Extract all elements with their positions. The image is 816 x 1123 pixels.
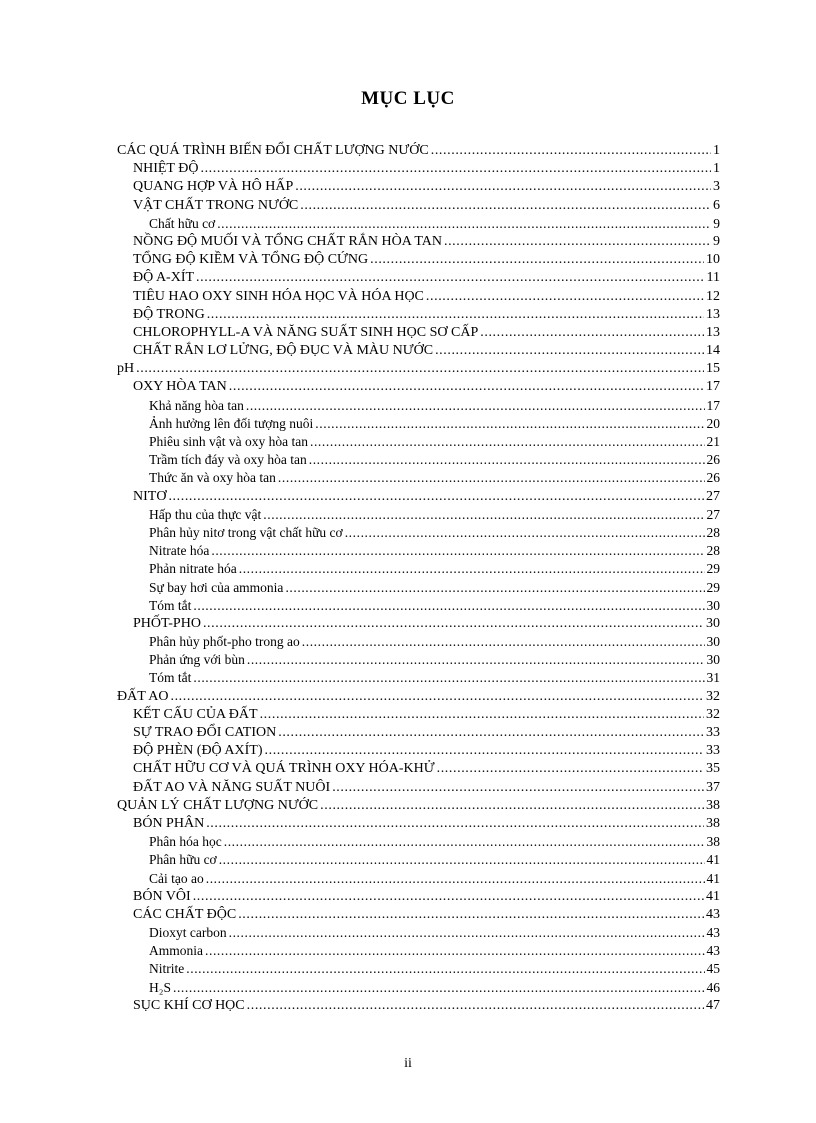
toc-entry-page: 46 — [706, 979, 720, 995]
toc-dot-leader — [205, 942, 705, 960]
toc-dot-leader — [207, 306, 704, 324]
toc-dot-leader — [229, 924, 705, 942]
toc-dot-leader — [196, 269, 704, 287]
toc-dot-leader — [437, 760, 704, 778]
toc-entry-title: pH — [117, 361, 135, 377]
toc-entry-page: 17 — [706, 397, 720, 413]
toc-entry-page: 33 — [706, 725, 720, 740]
toc-entry-title: Phân hủy nitơ trong vật chất hữu cơ — [149, 524, 343, 540]
toc-entry-page: 31 — [706, 670, 720, 686]
toc-entry-page: 6 — [713, 197, 720, 213]
toc-entry-title: Hấp thu của thực vật — [149, 506, 262, 522]
toc-dot-leader — [310, 433, 705, 451]
toc-entry-title: H₂S — [149, 979, 171, 995]
toc-entry-title: ĐẤT AO — [117, 688, 169, 704]
toc-entry-page: 29 — [706, 579, 720, 595]
toc-dot-leader — [332, 779, 704, 797]
toc-entry-page: 30 — [706, 615, 720, 631]
toc-entry-page: 43 — [706, 906, 720, 922]
toc-entry-title: QUẢN LÝ CHẤT LƯỢNG NƯỚC — [117, 797, 319, 813]
toc-entry-page: 28 — [706, 524, 720, 540]
toc-dot-leader — [170, 688, 704, 706]
toc-dot-leader — [217, 215, 711, 233]
toc-dot-leader — [431, 142, 711, 160]
toc-entry-page: 9 — [713, 233, 720, 249]
toc-entry[interactable] — [117, 233, 720, 251]
toc-dot-leader — [444, 233, 711, 251]
toc-entry[interactable] — [117, 924, 720, 942]
toc-entry-title: TIÊU HAO OXY SINH HÓA HỌC VÀ HÓA HỌC — [133, 288, 424, 304]
toc-entry-page: 21 — [706, 434, 720, 449]
toc-entry-page: 32 — [706, 688, 720, 704]
toc-entry[interactable] — [117, 360, 720, 378]
toc-entry[interactable] — [117, 160, 720, 178]
toc-entry-title: Trầm tích đáy và oxy hòa tan — [149, 452, 307, 468]
toc-entry[interactable] — [117, 615, 720, 633]
toc-dot-leader — [211, 542, 704, 560]
toc-entry-page: 1 — [713, 161, 720, 177]
toc-entry[interactable] — [117, 888, 720, 906]
toc-entry-title: NỒNG ĐỘ MUỐI VÀ TỔNG CHẤT RẮN HÒA TAN — [133, 233, 442, 249]
toc-entry[interactable] — [117, 942, 720, 960]
toc-entry-page: 13 — [706, 324, 720, 340]
toc-entry-page: 13 — [706, 306, 720, 322]
toc-entry-title: Tóm tắt — [149, 597, 192, 613]
toc-entry[interactable] — [117, 451, 720, 469]
toc-entry-title: SỰ TRAO ĐỔI CATION — [133, 725, 277, 740]
toc-entry[interactable] — [117, 870, 720, 888]
toc-entry-title: Dioxyt carbon — [149, 925, 227, 941]
toc-entry-page: 35 — [706, 761, 720, 777]
toc-entry-title: BÓN PHÂN — [133, 815, 205, 831]
footer-page-number: ii — [404, 1056, 412, 1071]
toc-entry-title: Khả năng hòa tan — [149, 397, 244, 413]
toc-entry-page: 17 — [706, 379, 720, 395]
toc-dot-leader — [200, 160, 711, 178]
toc-entry-title: BÓN VÔI — [133, 888, 191, 904]
toc-entry[interactable] — [117, 433, 720, 451]
toc-entry-title: Sự bay hơi của ammonia — [149, 579, 284, 595]
toc-entry[interactable] — [117, 342, 720, 360]
toc-entry-title: ĐẤT AO VÀ NĂNG SUẤT NUÔI — [133, 779, 331, 795]
toc-entry-title: OXY HÒA TAN — [133, 379, 227, 395]
toc-entry-title: NITƠ — [133, 488, 167, 504]
toc-entry-title: Cải tạo ao — [149, 870, 204, 886]
toc-entry-page: 20 — [706, 415, 720, 431]
toc-entry[interactable] — [117, 378, 720, 396]
toc-entry-title: Ammonia — [149, 943, 203, 959]
toc-entry[interactable] — [117, 833, 720, 851]
toc-entry-title: CÁC CHẤT ĐỘC — [133, 906, 237, 922]
toc-entry-page: 9 — [713, 215, 720, 231]
toc-entry-title: QUANG HỢP VÀ HÔ HẤP — [133, 179, 294, 195]
toc-entry-page: 45 — [706, 961, 720, 977]
toc-entry-page: 1 — [713, 143, 720, 158]
toc-dot-leader — [315, 415, 704, 433]
toc-dot-leader — [186, 960, 704, 978]
toc-entry[interactable] — [117, 979, 720, 997]
toc-entry-title: CHẤT RẮN LƠ LỬNG, ĐỘ ĐỤC VÀ MÀU NƯỚC — [133, 343, 434, 359]
toc-entry-title: Phản nitrate hóa — [149, 561, 237, 577]
toc-dot-leader — [206, 870, 705, 888]
toc-entry-title: CÁC QUÁ TRÌNH BIẾN ĐỔI CHẤT LƯỢNG NƯỚC — [117, 143, 429, 158]
toc-entry-page: 41 — [706, 888, 720, 904]
toc-entry[interactable] — [117, 651, 720, 669]
toc-entry-title: TỔNG ĐỘ KIỀM VÀ TỔNG ĐỘ CỨNG — [133, 252, 369, 268]
toc-entry-page: 41 — [706, 870, 720, 886]
toc-entry-title: Phân hóa học — [149, 834, 222, 850]
toc-dot-leader — [219, 851, 705, 869]
toc-entry-page: 41 — [706, 852, 720, 868]
toc-entry-title: Tóm tắt — [149, 670, 192, 686]
toc-entry[interactable] — [117, 560, 720, 578]
toc-dot-leader — [136, 360, 704, 378]
toc-entry[interactable] — [117, 724, 720, 742]
toc-entry-page: 10 — [706, 252, 720, 268]
toc-entry-title: Thức ăn và oxy hòa tan — [149, 470, 276, 486]
toc-entry-title: NHIỆT ĐỘ — [133, 161, 199, 177]
toc-entry-title: Chất hữu cơ — [149, 215, 216, 231]
toc-entry-page: 15 — [706, 361, 720, 377]
toc-dot-leader — [203, 615, 704, 633]
toc-dot-leader — [265, 742, 705, 760]
toc-dot-leader — [278, 469, 705, 487]
toc-dot-leader — [345, 524, 705, 542]
toc-dot-leader — [263, 506, 704, 524]
toc-entry-title: Phiêu sinh vật và oxy hòa tan — [149, 434, 308, 449]
toc-dot-leader — [295, 178, 711, 196]
toc-entry-page: 11 — [706, 270, 720, 286]
toc-dot-leader — [238, 906, 704, 924]
toc-entry-page: 28 — [706, 543, 720, 559]
toc-entry[interactable] — [117, 251, 720, 269]
toc-entry-page: 30 — [706, 597, 720, 613]
toc-entry-page: 32 — [706, 706, 720, 722]
toc-entry-title: PHỐT-PHO — [133, 615, 201, 631]
toc-entry[interactable] — [117, 597, 720, 615]
toc-entry[interactable] — [117, 906, 720, 924]
toc-entry-page: 38 — [706, 834, 720, 850]
toc-dot-leader — [247, 997, 704, 1015]
toc-entry-page: 27 — [706, 488, 720, 504]
toc-entry-page: 38 — [706, 797, 720, 813]
toc-entry[interactable] — [117, 779, 720, 797]
toc-dot-leader — [193, 597, 704, 615]
toc-entry-page: 14 — [706, 343, 720, 359]
toc-entry[interactable] — [117, 197, 720, 215]
toc-entry-page: 38 — [706, 815, 720, 831]
toc-dot-leader — [435, 342, 704, 360]
toc-entry[interactable] — [117, 706, 720, 724]
toc-entry-title: ĐỘ A-XÍT — [133, 270, 195, 286]
toc-entry[interactable] — [117, 288, 720, 306]
toc-entry-title: CHLOROPHYLL-A VÀ NĂNG SUẤT SINH HỌC SƠ CẤP — [133, 324, 479, 340]
toc-entry-page: 12 — [706, 288, 720, 304]
toc-entry[interactable] — [117, 215, 720, 233]
toc-entry-title: ĐỘ PHÈN (ĐỘ AXÍT) — [133, 743, 263, 759]
toc-entry-title: CHẤT HỮU CƠ VÀ QUÁ TRÌNH OXY HÓA-KHỬ — [133, 761, 435, 777]
toc-entry-title: Phản ứng với bùn — [149, 652, 245, 668]
toc-entry[interactable] — [117, 142, 720, 160]
toc-dot-leader — [247, 651, 705, 669]
toc-entry-page: 37 — [706, 779, 720, 795]
toc-dot-leader — [480, 324, 704, 342]
toc-entry[interactable] — [117, 324, 720, 342]
toc-dot-leader — [285, 579, 704, 597]
toc-dot-leader — [193, 888, 704, 906]
toc-entry[interactable] — [117, 997, 720, 1015]
toc-dot-leader — [302, 633, 705, 651]
toc-entry-page: 27 — [706, 506, 720, 522]
toc-entry[interactable] — [117, 542, 720, 560]
toc-entry[interactable] — [117, 306, 720, 324]
toc-dot-leader — [278, 724, 704, 742]
toc-entry[interactable] — [117, 960, 720, 978]
toc-dot-leader — [309, 451, 705, 469]
toc-dot-leader — [173, 979, 705, 997]
toc-entry[interactable] — [117, 524, 720, 542]
toc-entry[interactable] — [117, 760, 720, 778]
toc-dot-leader — [260, 706, 704, 724]
toc-dot-leader — [206, 815, 704, 833]
toc-entry-title: Nitrite — [149, 961, 185, 977]
page-title: MỤC LỤC — [361, 88, 455, 109]
toc-entry[interactable] — [117, 851, 720, 869]
toc-entry-title: Nitrate hóa — [149, 543, 210, 559]
toc-dot-leader — [246, 397, 705, 415]
toc-entry[interactable] — [117, 488, 720, 506]
toc-entry-title: Ảnh hưởng lên đối tượng nuôi — [149, 415, 314, 431]
toc-entry[interactable] — [117, 397, 720, 415]
toc-dot-leader — [320, 797, 704, 815]
toc-entry[interactable] — [117, 688, 720, 706]
toc-entry-page: 30 — [706, 634, 720, 650]
toc-entry-page: 33 — [706, 743, 720, 759]
toc-dot-leader — [229, 378, 704, 396]
toc-entry[interactable] — [117, 269, 720, 287]
toc-entry-title: VẬT CHẤT TRONG NƯỚC — [133, 197, 299, 213]
table-of-contents — [117, 142, 720, 1015]
toc-dot-leader — [168, 488, 704, 506]
toc-dot-leader — [300, 197, 711, 215]
toc-entry[interactable] — [117, 415, 720, 433]
toc-dot-leader — [224, 833, 705, 851]
toc-dot-leader — [426, 288, 704, 306]
toc-entry[interactable] — [117, 506, 720, 524]
toc-entry[interactable] — [117, 742, 720, 760]
toc-entry[interactable] — [117, 669, 720, 687]
toc-dot-leader — [370, 251, 704, 269]
toc-entry-title: Phân hủy phốt-pho trong ao — [149, 634, 300, 650]
toc-entry[interactable] — [117, 178, 720, 196]
toc-entry-title: ĐỘ TRONG — [133, 306, 205, 322]
toc-entry[interactable] — [117, 797, 720, 815]
toc-entry-title: SỤC KHÍ CƠ HỌC — [133, 997, 245, 1013]
toc-dot-leader — [239, 560, 705, 578]
toc-entry-page: 26 — [706, 470, 720, 486]
toc-entry-page: 26 — [706, 452, 720, 468]
toc-entry-page: 43 — [706, 943, 720, 959]
toc-dot-leader — [193, 669, 704, 687]
toc-entry-page: 3 — [713, 179, 720, 195]
toc-entry-page: 30 — [706, 652, 720, 668]
toc-entry-page: 29 — [706, 561, 720, 577]
toc-entry-page: 47 — [706, 997, 720, 1013]
toc-entry[interactable] — [117, 579, 720, 597]
toc-entry-title: KẾT CẤU CỦA ĐẤT — [133, 706, 258, 722]
toc-entry[interactable] — [117, 469, 720, 487]
toc-entry-page: 43 — [706, 925, 720, 941]
toc-entry[interactable] — [117, 633, 720, 651]
toc-entry[interactable] — [117, 815, 720, 833]
toc-entry-title: Phân hữu cơ — [149, 852, 217, 868]
